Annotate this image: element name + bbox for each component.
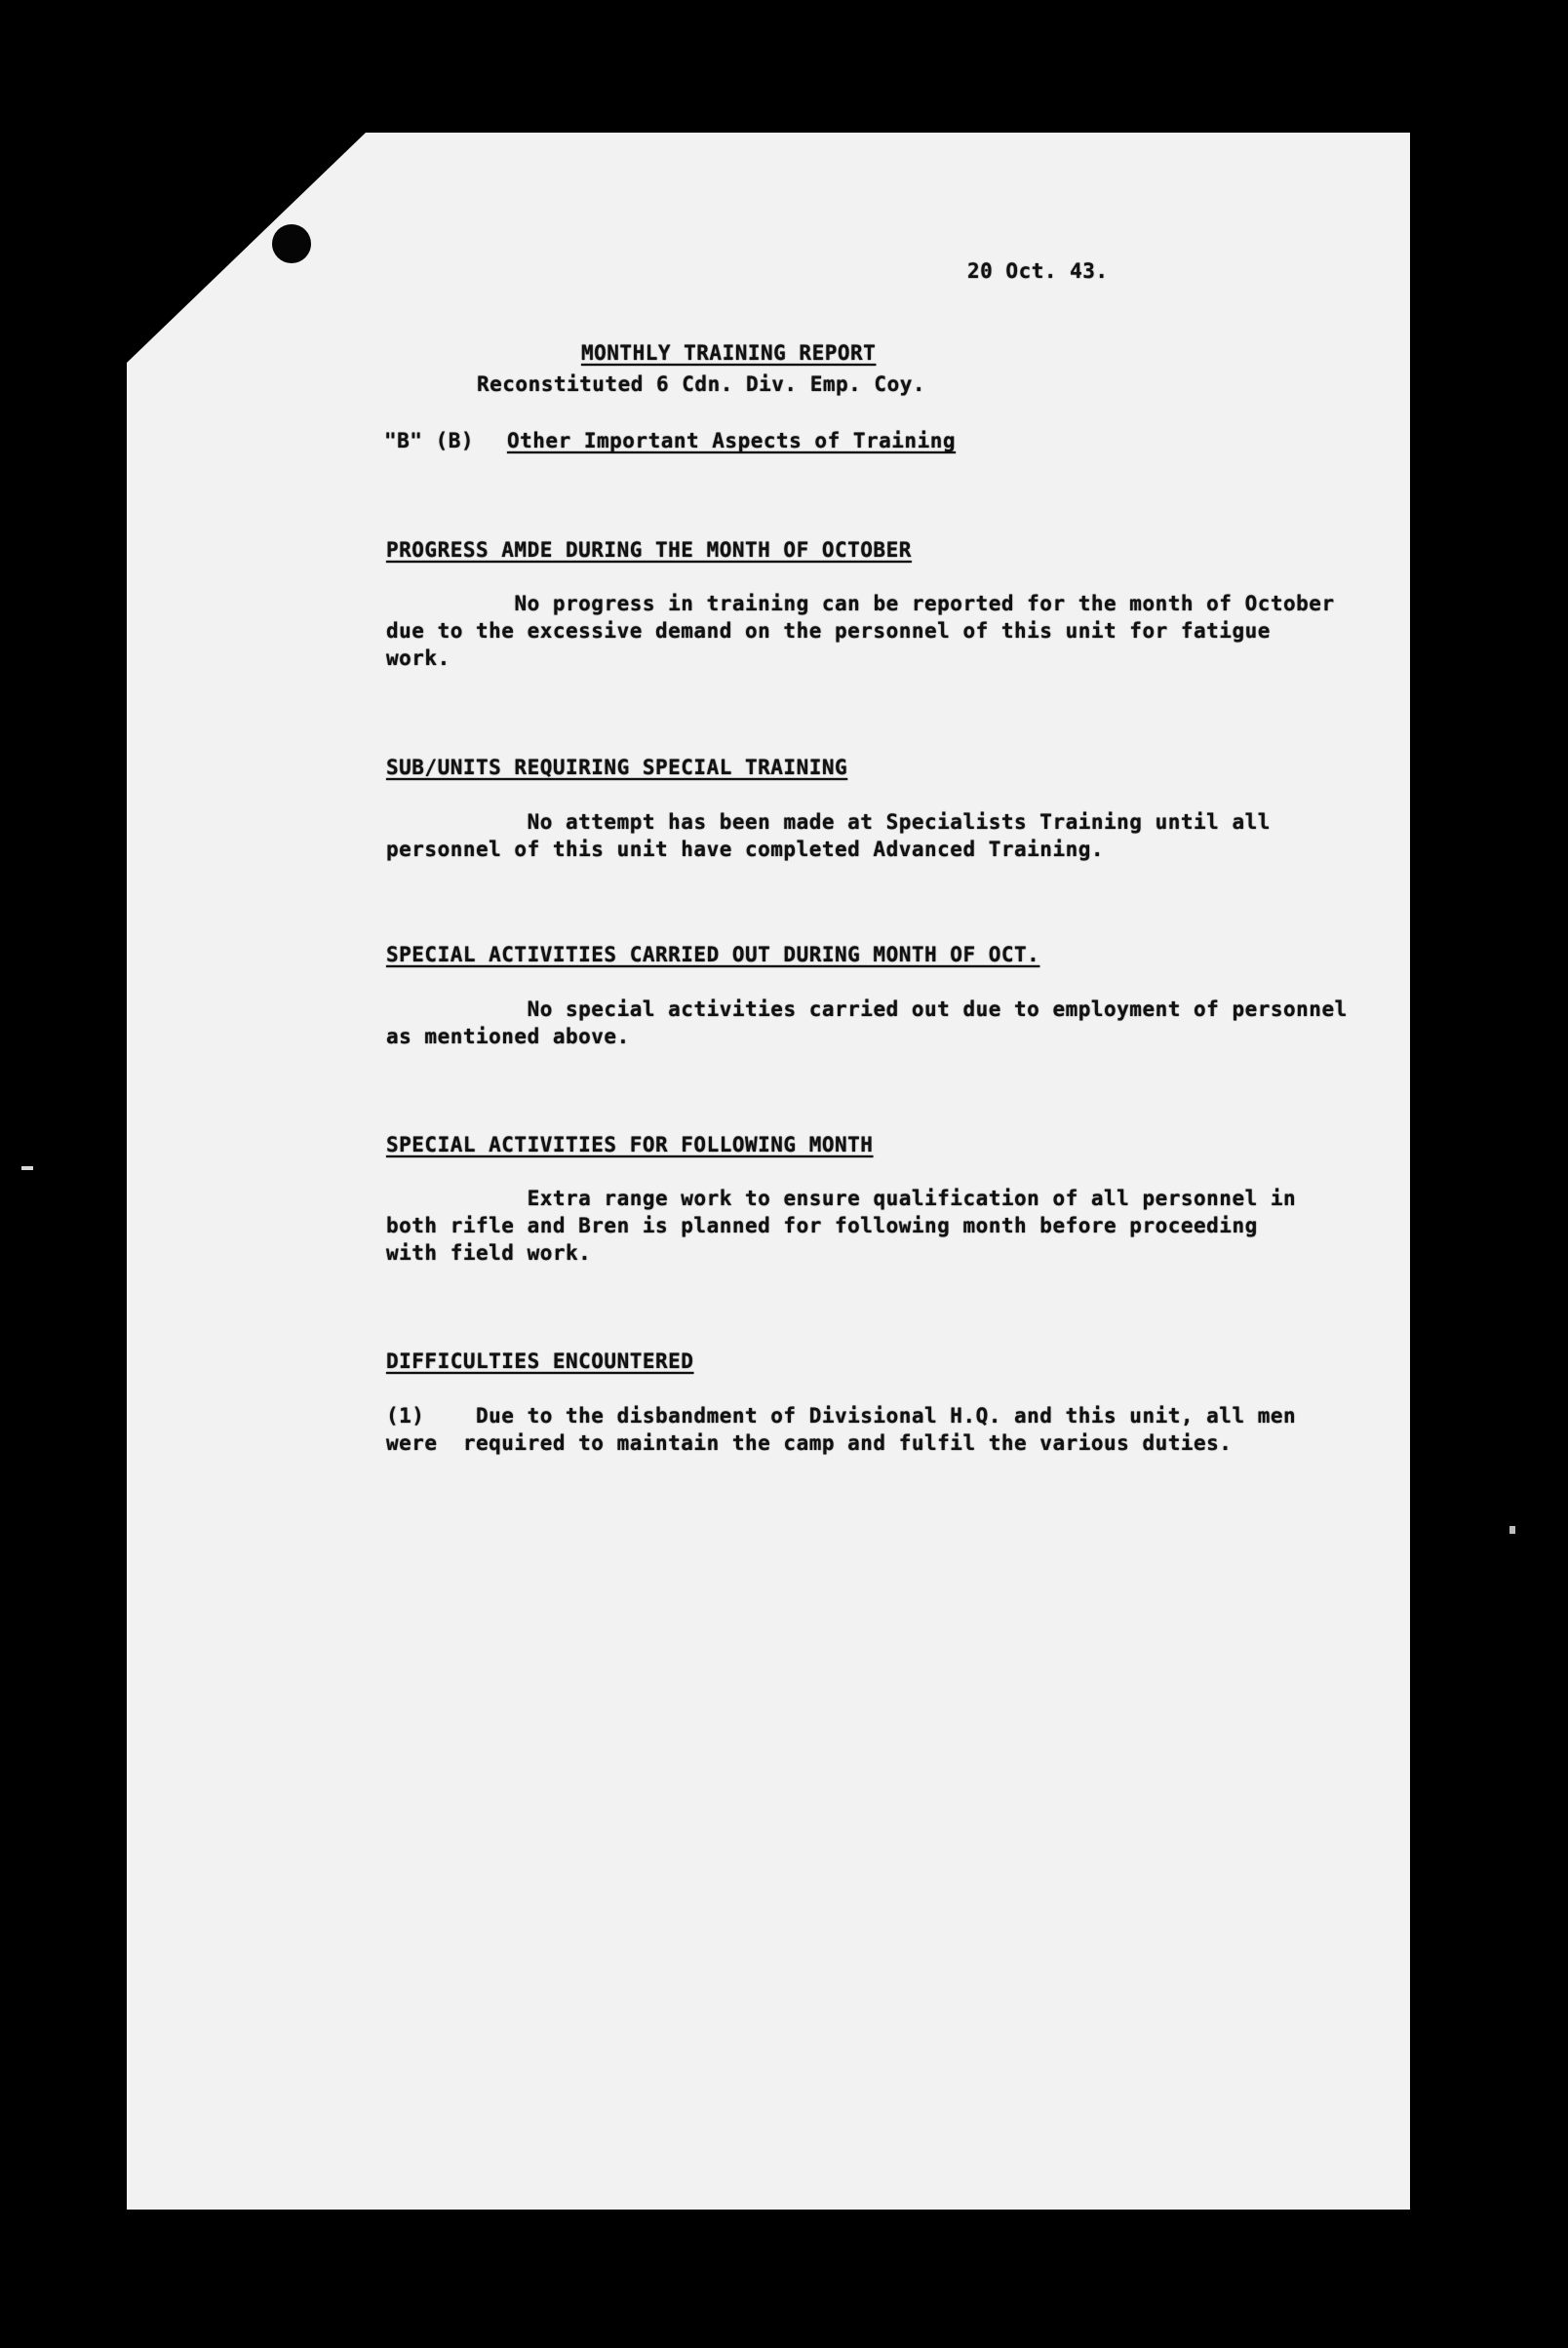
punch-hole xyxy=(272,224,311,263)
section-prefix: "B" (B) xyxy=(384,429,475,452)
section-heading: SPECIAL ACTIVITIES CARRIED OUT DURING MONTH OF OCT. xyxy=(386,943,1040,966)
section-title: Other Important Aspects of Training xyxy=(507,429,957,452)
document-date: 20 Oct. 43. xyxy=(967,259,1109,283)
section-heading: PROGRESS AMDE DURING THE MONTH OF OCTOBER xyxy=(386,538,912,562)
report-title: MONTHLY TRAINING REPORT xyxy=(581,341,877,365)
section-body: No progress in training can be reported for the month of October due to the excessive demand on the personnel of this unit for fatigue work. xyxy=(386,592,1335,670)
unit-name: Reconstituted 6 Cdn. Div. Emp. Coy. xyxy=(477,372,926,396)
section-heading: SPECIAL ACTIVITIES FOR FOLLOWING MONTH xyxy=(386,1133,874,1156)
section-heading: SUB/UNITS REQUIRING SPECIAL TRAINING xyxy=(386,756,848,779)
section-body: Extra range work to ensure qualification of all personnel in both rifle and Bren is planned for following month before proceeding with field work. xyxy=(386,1187,1297,1265)
section-heading: DIFFICULTIES ENCOUNTERED xyxy=(386,1350,694,1373)
section-body: No special activities carried out due to employment of personnel as mentioned above. xyxy=(386,998,1348,1048)
scan-artifact xyxy=(1509,1526,1515,1534)
section-body: No attempt has been made at Specialists Training until all personnel of this unit have completed Advanced Training. xyxy=(386,810,1271,861)
section-body: (1) Due to the disbandment of Divisional H.Q. and this unit, all men were required to maintain the camp and fulfil the various duties. xyxy=(386,1404,1297,1455)
scan-artifact xyxy=(21,1166,33,1170)
